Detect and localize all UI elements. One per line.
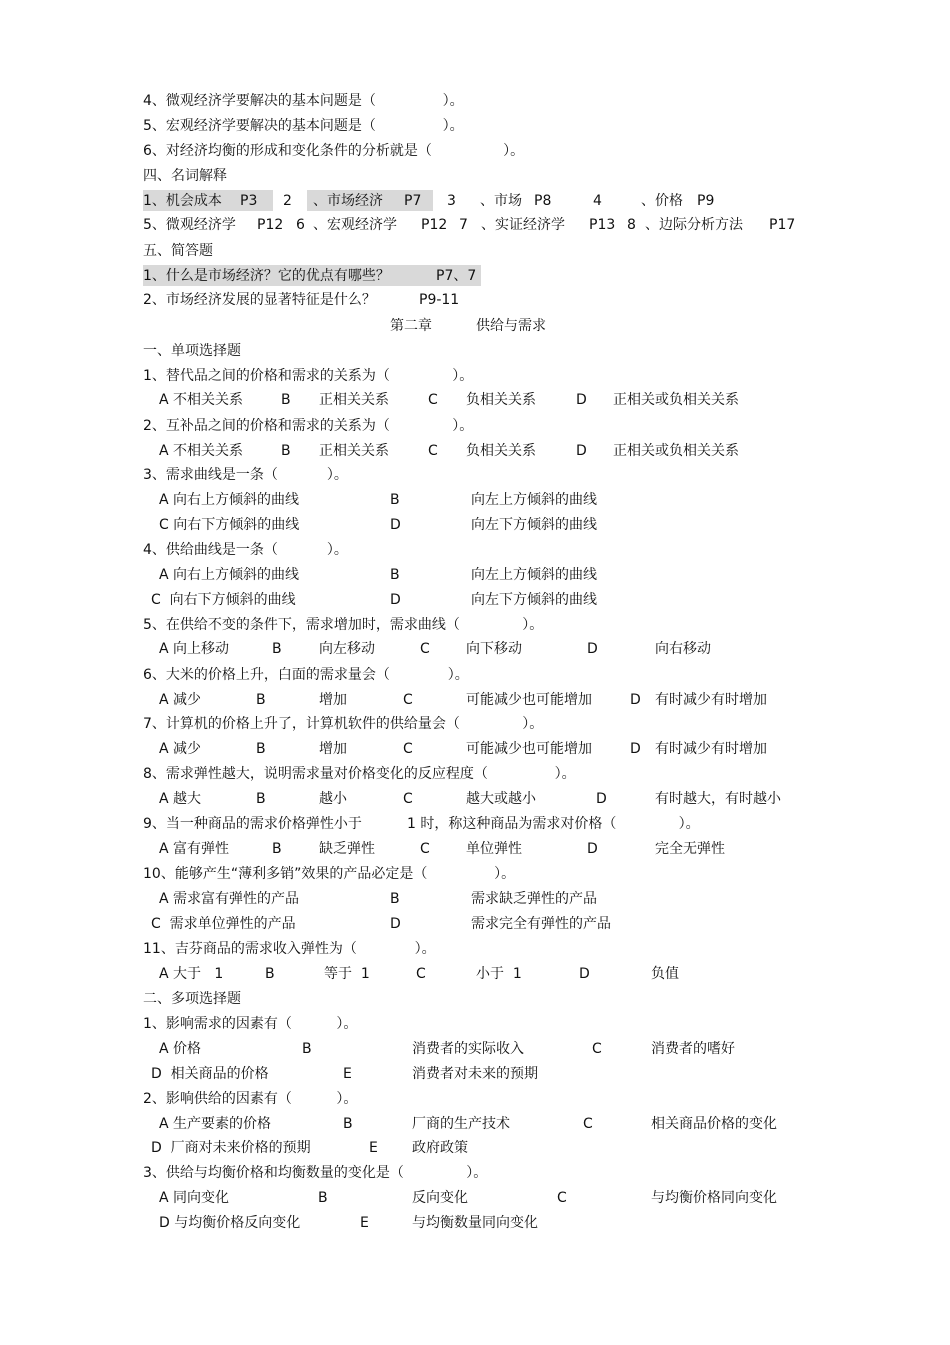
option: 与均衡数量同向变化 — [412, 1215, 538, 1231]
option: 等于 1 — [324, 966, 370, 982]
option-letter: E — [343, 1066, 352, 1082]
option: 向左上方倾斜的曲线 — [471, 492, 597, 508]
page-ref: P17 — [769, 217, 796, 233]
option-letter: B — [390, 492, 400, 508]
option: 负相关关系 — [466, 392, 536, 408]
option: 增加 — [319, 692, 347, 708]
option-letter: D — [587, 641, 598, 657]
page-ref: P12 — [257, 217, 284, 233]
option: C 向右下方倾斜的曲线 — [159, 517, 300, 533]
term-number: 7 — [459, 217, 468, 233]
question: 4、供给曲线是一条（ ）。 — [143, 542, 348, 558]
option: 向右移动 — [655, 641, 711, 657]
option-letter: C — [557, 1190, 567, 1206]
option: A 越大 — [159, 791, 202, 807]
option-letter: B — [256, 741, 266, 757]
term-label: 、实证经济学 — [481, 217, 565, 233]
term-label: 、价格 — [641, 193, 683, 209]
option: A 向上移动 — [159, 641, 230, 657]
question: 3、需求曲线是一条（ ）。 — [143, 467, 348, 483]
option: A 减少 — [159, 692, 202, 708]
option: A 向右上方倾斜的曲线 — [159, 567, 300, 583]
section-heading: 二、多项选择题 — [143, 991, 241, 1007]
option-letter: B — [318, 1190, 328, 1206]
page-ref: P8 — [534, 193, 552, 209]
page-ref: P9 — [697, 193, 715, 209]
option-letter: B — [272, 841, 282, 857]
page-ref: P7、7 — [436, 268, 477, 284]
option-letter: B — [265, 966, 275, 982]
option: 向左移动 — [319, 641, 375, 657]
option: D 与均衡价格反向变化 — [159, 1215, 301, 1231]
term-label: 、边际分析方法 — [645, 217, 743, 233]
option-letter: B — [256, 692, 266, 708]
option-letter: D — [390, 517, 401, 533]
chapter-number: 第二章 — [390, 318, 432, 334]
question: 1、影响需求的因素有（ ）。 — [143, 1016, 358, 1032]
term-label: 、市场 — [480, 193, 522, 209]
option: 有时减少有时增加 — [655, 741, 767, 757]
option: A 向右上方倾斜的曲线 — [159, 492, 300, 508]
option: 有时减少有时增加 — [655, 692, 767, 708]
option-letter: D — [390, 916, 401, 932]
question: 11、吉芬商品的需求收入弹性为（ ）。 — [143, 941, 436, 957]
option: 政府政策 — [412, 1140, 468, 1156]
option: 可能减少也可能增加 — [466, 692, 592, 708]
option-letter: D — [587, 841, 598, 857]
option-letter: D — [576, 392, 587, 408]
option: A 大于 1 — [159, 966, 224, 982]
question: 2、互补品之间的价格和需求的关系为（ ）。 — [143, 418, 474, 434]
option: 负值 — [651, 966, 679, 982]
short-answer-1: 1、什么是市场经济？它的优点有哪些？ — [143, 268, 390, 284]
term-number: 6 — [296, 217, 305, 233]
question: 6、大米的价格上升，白面的需求量会（ ）。 — [143, 667, 469, 683]
option: 与均衡价格同向变化 — [651, 1190, 777, 1206]
term-number: 8 — [627, 217, 636, 233]
option: 消费者对未来的预期 — [412, 1066, 538, 1082]
section-heading: 一、单项选择题 — [143, 343, 241, 359]
page-ref: P9-11 — [419, 292, 460, 308]
option: 向左下方倾斜的曲线 — [471, 592, 597, 608]
section-heading: 五、简答题 — [143, 243, 213, 259]
section-heading: 四、名词解释 — [143, 168, 227, 184]
question: 2、影响供给的因素有（ ）。 — [143, 1091, 358, 1107]
option: 缺乏弹性 — [319, 841, 375, 857]
question: 1、替代品之间的价格和需求的关系为（ ）。 — [143, 368, 474, 384]
page-ref: P13 — [589, 217, 616, 233]
option-letter: C — [403, 692, 413, 708]
term-number: 3 — [447, 193, 456, 209]
question: 7、计算机的价格上升了，计算机软件的供给量会（ ）。 — [143, 716, 544, 732]
option: 反向变化 — [412, 1190, 468, 1206]
question: 3、供给与均衡价格和均衡数量的变化是（ ）。 — [143, 1165, 488, 1181]
option: A 价格 — [159, 1041, 202, 1057]
option: 需求完全有弹性的产品 — [471, 916, 611, 932]
term-label: 1、机会成本 — [143, 193, 222, 209]
option: A 生产要素的价格 — [159, 1116, 272, 1132]
option-letter: C — [403, 791, 413, 807]
page-ref: P12 — [421, 217, 448, 233]
question-6: 6、对经济均衡的形成和变化条件的分析就是（ ）。 — [143, 143, 525, 159]
page-ref: P3 — [240, 193, 258, 209]
option: C 向右下方倾斜的曲线 — [151, 592, 296, 608]
option: 单位弹性 — [466, 841, 522, 857]
chapter-title: 供给与需求 — [476, 318, 546, 334]
option-letter: E — [369, 1140, 378, 1156]
option-letter: D — [576, 443, 587, 459]
option: 消费者的嗜好 — [651, 1041, 735, 1057]
question: 9、当一种商品的需求价格弹性小于 — [143, 816, 362, 832]
short-answer-2: 2、市场经济发展的显著特征是什么？ — [143, 292, 376, 308]
option: 需求缺乏弹性的产品 — [471, 891, 597, 907]
option: 向左下方倾斜的曲线 — [471, 517, 597, 533]
option-letter: C — [592, 1041, 602, 1057]
option-letter: C — [420, 841, 430, 857]
option: 可能减少也可能增加 — [466, 741, 592, 757]
option: 正相关或负相关关系 — [613, 392, 739, 408]
term-number: 4 — [593, 193, 602, 209]
option-letter: C — [403, 741, 413, 757]
option: A 同向变化 — [159, 1190, 230, 1206]
option-letter: D — [630, 692, 641, 708]
question: 8、需求弹性越大，说明需求量对价格变化的反应程度（ ）。 — [143, 766, 576, 782]
option: 完全无弹性 — [655, 841, 725, 857]
option: A 减少 — [159, 741, 202, 757]
option-letter: C — [428, 443, 438, 459]
option-letter: B — [281, 392, 291, 408]
option-letter: B — [302, 1041, 312, 1057]
option: 越大或越小 — [466, 791, 536, 807]
option-letter: C — [583, 1116, 593, 1132]
option: D 厂商对未来价格的预期 — [151, 1140, 311, 1156]
option: 相关商品价格的变化 — [651, 1116, 777, 1132]
option: 正相关或负相关关系 — [613, 443, 739, 459]
option-letter: B — [390, 891, 400, 907]
option: D 相关商品的价格 — [151, 1066, 269, 1082]
option-letter: C — [420, 641, 430, 657]
option-letter: C — [428, 392, 438, 408]
option: 正相关关系 — [319, 443, 389, 459]
option: 消费者的实际收入 — [412, 1041, 524, 1057]
option: 厂商的生产技术 — [412, 1116, 510, 1132]
question-5: 5、宏观经济学要解决的基本问题是（ ）。 — [143, 118, 464, 134]
option-letter: D — [630, 741, 641, 757]
option-letter: D — [596, 791, 607, 807]
option-letter: C — [416, 966, 426, 982]
term-label: 、宏观经济学 — [313, 217, 397, 233]
option: A 需求富有弹性的产品 — [159, 891, 300, 907]
option-letter: D — [390, 592, 401, 608]
question: 10、能够产生“薄利多销”效果的产品必定是（ ）。 — [143, 866, 516, 882]
term-label: 5、微观经济学 — [143, 217, 236, 233]
question-4: 4、微观经济学要解决的基本问题是（ ）。 — [143, 93, 464, 109]
option-letter: E — [360, 1215, 369, 1231]
option-letter: B — [272, 641, 282, 657]
option: 增加 — [319, 741, 347, 757]
question-continuation: 1 时，称这种商品为需求对价格（ ）。 — [407, 816, 700, 832]
option-letter: D — [579, 966, 590, 982]
option: 向下移动 — [466, 641, 522, 657]
option-letter: B — [256, 791, 266, 807]
option: 小于 1 — [476, 966, 522, 982]
option-letter: B — [343, 1116, 353, 1132]
option-letter: B — [390, 567, 400, 583]
option: 越小 — [319, 791, 347, 807]
option: 向左上方倾斜的曲线 — [471, 567, 597, 583]
term-label: 、市场经济 — [313, 193, 383, 209]
option: A 富有弹性 — [159, 841, 230, 857]
option: 有时越大，有时越小 — [655, 791, 781, 807]
option: A 不相关关系 — [159, 392, 244, 408]
term-number: 2 — [283, 193, 292, 209]
option: 负相关关系 — [466, 443, 536, 459]
option: A 不相关关系 — [159, 443, 244, 459]
option-letter: B — [281, 443, 291, 459]
option: 正相关关系 — [319, 392, 389, 408]
option: C 需求单位弹性的产品 — [151, 916, 296, 932]
question: 5、在供给不变的条件下，需求增加时，需求曲线（ ）。 — [143, 617, 544, 633]
page-ref: P7 — [404, 193, 422, 209]
